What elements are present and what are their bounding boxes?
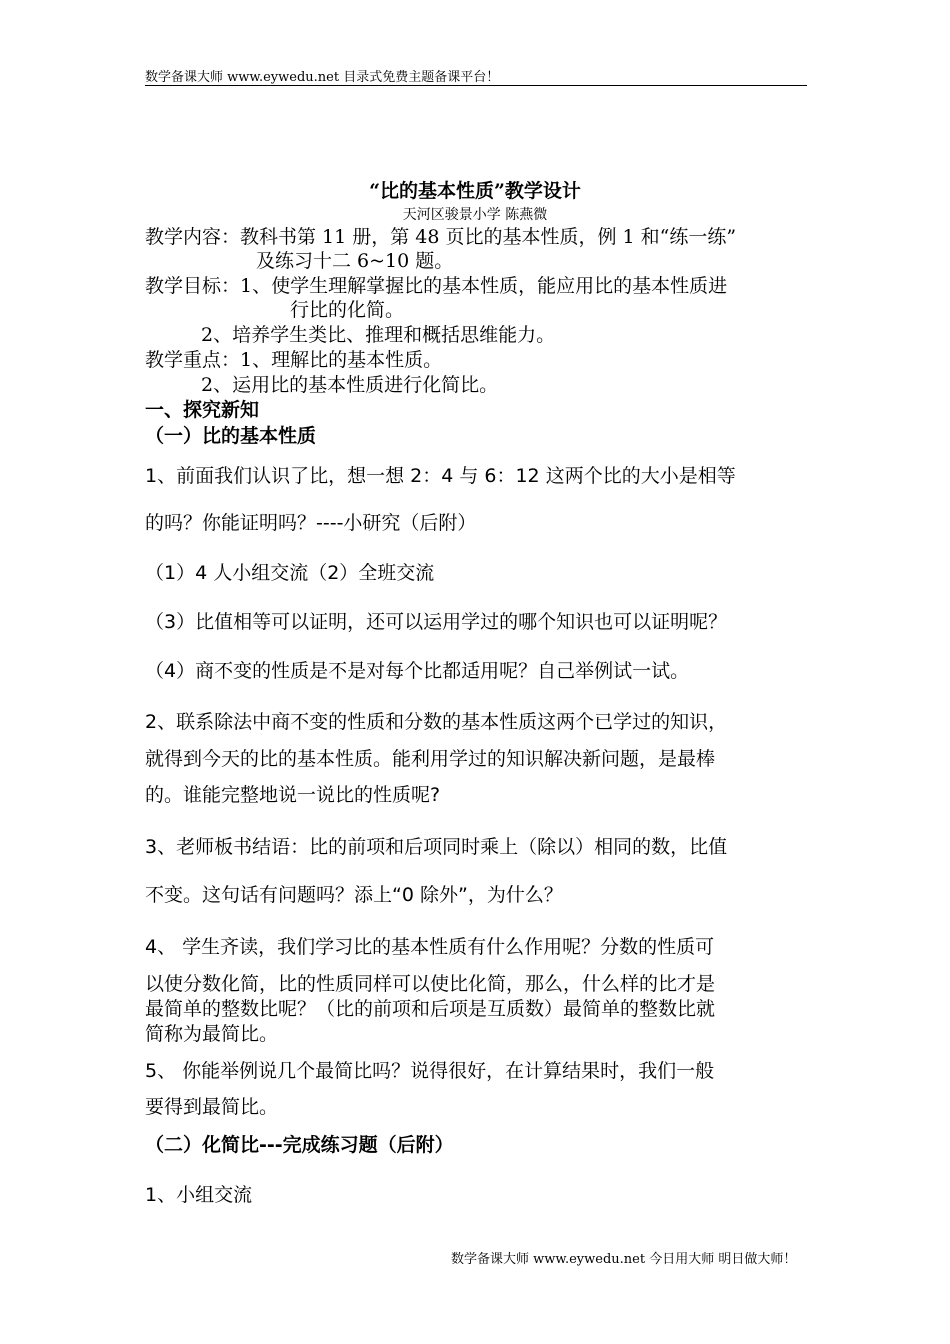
key-point-line-2: 2、运用比的基本性质进行化简比。	[201, 374, 499, 396]
content-line-1: 教学内容：教科书第 11 册，第 48 页比的基本性质，例 1 和“练一练”	[145, 226, 737, 248]
body-line: 以使分数化简，比的性质同样可以使比化简，那么，什么样的比才是	[145, 973, 716, 995]
body-line: 5、 你能举例说几个最简比吗？说得很好，在计算结果时，我们一般	[145, 1060, 715, 1082]
body-line: （1）4 人小组交流（2）全班交流	[145, 562, 435, 584]
header-rule	[145, 85, 807, 86]
body-line: 最简单的整数比呢？（比的前项和后项是互质数）最简单的整数比就	[145, 998, 716, 1020]
goal-line-2: 行比的化简。	[290, 299, 405, 321]
body-line: 2、联系除法中商不变的性质和分数的基本性质这两个已学过的知识，	[145, 711, 728, 733]
body-line: 3、老师板书结语：比的前项和后项同时乘上（除以）相同的数，比值	[145, 836, 728, 858]
author-line: 天河区骏景小学 陈燕微	[402, 207, 548, 223]
body-line: 的。谁能完整地说一说比的性质呢?	[145, 784, 441, 806]
body-line: 就得到今天的比的基本性质。能利用学过的知识解决新问题，是最棒	[145, 748, 716, 770]
body-line: 1、前面我们认识了比，想一想 2：4 与 6：12 这两个比的大小是相等	[145, 465, 736, 487]
content-line-2: 及练习十二 6~10 题。	[256, 250, 454, 272]
body-line: 4、 学生齐读，我们学习比的基本性质有什么作用呢？分数的性质可	[145, 936, 715, 958]
section-heading-1: 一、探究新知	[145, 399, 260, 421]
goal-line-3: 2、培养学生类比、推理和概括思维能力。	[201, 324, 556, 346]
body-line: 的吗？你能证明吗？----小研究（后附）	[145, 512, 477, 534]
page-header: 数学备课大师 www.eywedu.net 目录式免费主题备课平台！	[145, 70, 500, 85]
goal-line-1: 教学目标：1、使学生理解掌握比的基本性质，能应用比的基本性质进	[145, 275, 728, 297]
body-line: 简称为最简比。	[145, 1023, 279, 1045]
body-line: 不变。这句话有问题吗？添上“0 除外”，为什么？	[145, 884, 563, 906]
body-line: 要得到最简比。	[145, 1096, 279, 1118]
key-point-line-1: 教学重点：1、理解比的基本性质。	[145, 349, 443, 371]
subsection-heading-2: （二）化简比---完成练习题（后附）	[145, 1134, 454, 1156]
body-line: 1、小组交流	[145, 1184, 253, 1206]
subsection-heading-1: （一）比的基本性质	[145, 425, 317, 447]
page-footer: 数学备课大师 www.eywedu.net 今日用大师 明日做大师！	[451, 1252, 797, 1267]
body-line: （3）比值相等可以证明，还可以运用学过的哪个知识也可以证明呢？	[145, 611, 728, 633]
body-line: （4）商不变的性质是不是对每个比都适用呢？自己举例试一试。	[145, 660, 690, 682]
document-title: “比的基本性质”教学设计	[369, 180, 581, 202]
